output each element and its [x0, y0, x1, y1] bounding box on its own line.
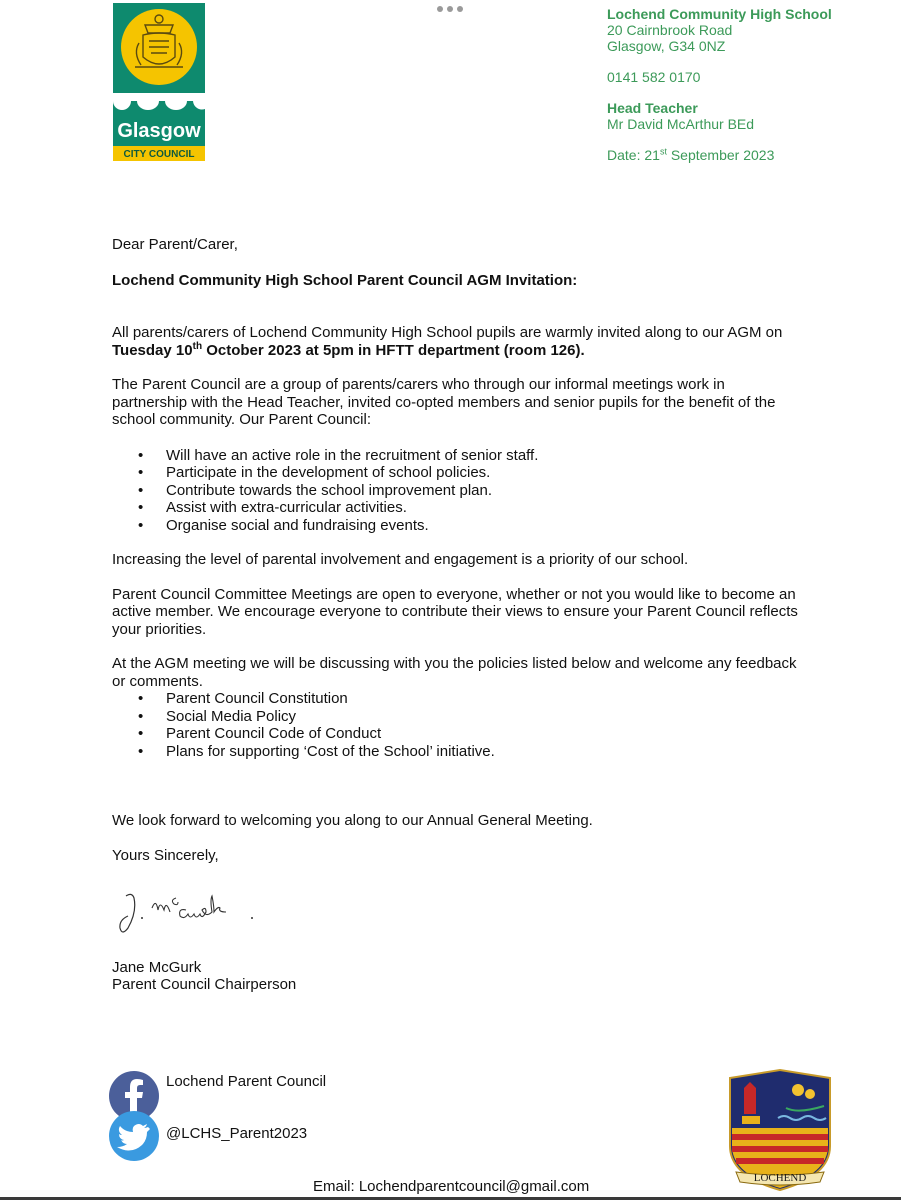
policies-list: [112, 690, 802, 760]
lochend-crest: [728, 1068, 832, 1192]
list-item: • Parent Council Constitution: [112, 690, 802, 708]
meetings-paragraph: Parent Council Committee Meetings are open to everyone, whether or not you would like to become an active member. We encourage everyone to contribute their views to ensure your Parent Council reflects your priorities.: [112, 585, 798, 638]
letter-date: Date: 21st September 2023: [607, 146, 775, 163]
handwritten-signature: [112, 888, 282, 938]
head-teacher-title: Head Teacher: [607, 100, 698, 116]
policies-intro: At the AGM meeting we will be discussing with you the policies listed below and welcome any feedback or comments.: [112, 655, 797, 690]
invite-paragraph: All parents/carers of Lochend Community High School pupils are warmly invited along to our AGM on Tuesday 10th October 2023 at 5pm in HFTT department (room 126).: [112, 324, 783, 359]
salutation: Dear Parent/Carer,: [112, 236, 238, 253]
list-item: • Social Media Policy: [112, 708, 802, 726]
address-line-2: Glasgow, G34 0NZ: [607, 38, 726, 54]
school-phone: 0141 582 0170: [607, 69, 701, 85]
crest-label: LOCHEND: [753, 1172, 807, 1184]
roles-list: [112, 447, 802, 535]
glasgow-city-council-logo: [113, 3, 205, 161]
list-item: • Contribute towards the school improvement plan.: [112, 482, 802, 500]
letter-subject: Lochend Community High School Parent Council AGM Invitation:: [112, 271, 578, 289]
list-item: • Plans for supporting ‘Cost of the School’ initiative.: [112, 743, 802, 761]
school-address-block: [607, 6, 897, 163]
list-item: • Parent Council Code of Conduct: [112, 725, 802, 743]
list-item: • Organise social and fundraising events.: [112, 517, 802, 535]
sign-off: Yours Sincerely,: [112, 846, 219, 864]
twitter-icon[interactable]: [108, 1110, 160, 1162]
address-line-1: 20 Cairnbrook Road: [607, 22, 733, 38]
logo-council-text: CITY COUNCIL: [123, 149, 195, 160]
facebook-label[interactable]: Lochend Parent Council: [166, 1073, 327, 1090]
list-item: • Will have an active role in the recruitment of senior staff.: [112, 447, 802, 465]
signer-role: Parent Council Chairperson: [112, 976, 297, 993]
priority-paragraph: Increasing the level of parental involvement and engagement is a priority of our school.: [112, 551, 689, 568]
signer-block: [112, 959, 296, 993]
twitter-label[interactable]: @LCHS_Parent2023: [166, 1125, 308, 1142]
closing-line: We look forward to welcoming you along to our Annual General Meeting.: [112, 812, 593, 829]
head-teacher-name: Mr David McArthur BEd: [607, 116, 755, 132]
about-paragraph: The Parent Council are a group of parents/carers who through our informal meetings work in partnership with the Head Teacher, invited co-opted members and senior pupils for the benefit of the school community. Our Parent Council:: [112, 376, 776, 428]
email-line[interactable]: Email: Lochendparentcouncil@gmail.com: [313, 1178, 590, 1195]
logo-glasgow-text: Glasgow: [117, 120, 201, 142]
signer-name: Jane McGurk: [112, 959, 202, 976]
more-options-icon[interactable]: [437, 6, 467, 14]
letter-body: [112, 236, 802, 864]
list-item: • Assist with extra-curricular activities.: [112, 499, 802, 517]
list-item: • Participate in the development of school policies.: [112, 464, 802, 482]
school-name: Lochend Community High School: [607, 6, 832, 22]
